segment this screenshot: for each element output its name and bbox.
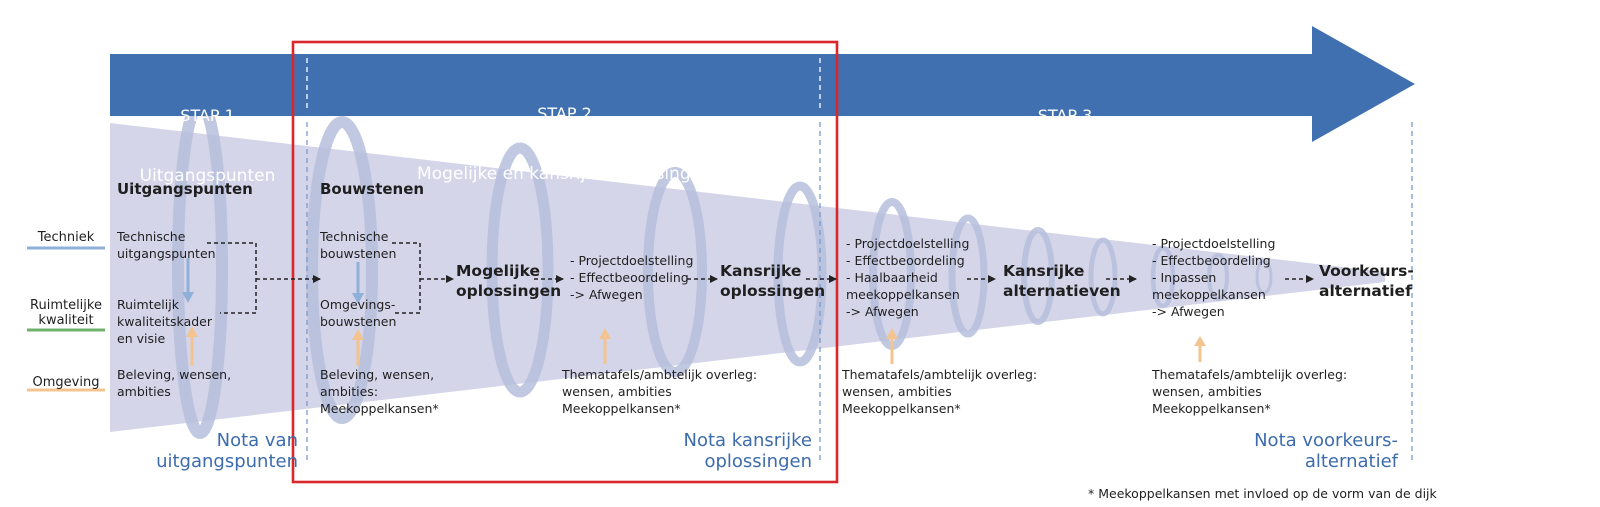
stap3-title: STAP 3 (1037, 106, 1093, 125)
nota-voorkeursalternatief: Nota voorkeurs- alternatief (1254, 430, 1398, 472)
stap2-omgevings: Omgevings- bouwstenen (320, 297, 397, 329)
stap1-beleving: Beleving, wensen, ambities (117, 367, 232, 399)
kansrijke-oplossingen: Kansrijke oplossingen (720, 262, 826, 300)
stap3-process1: - Projectdoelstelling - Effectbeoordeling - Haalbaarheid meekoppelkansen -> Afwegen (846, 236, 970, 319)
footnote: * Meekoppelkansen met invloed op de vorm van de dijk (1088, 486, 1437, 501)
side-label-omgeving: Omgeving (32, 375, 100, 390)
stap1-technische: Technische uitgangspunten (117, 229, 216, 261)
stap2-technische: Technische bouwstenen (320, 229, 397, 261)
stap2-thematafels: Thematafels/ambtelijk overleg: wensen, ambities Meekoppelkansen* (562, 367, 758, 416)
stap3-thematafels1: Thematafels/ambtelijk overleg: wensen, ambities Meekoppelkansen* (842, 367, 1038, 416)
mogelijke-oplossingen: Mogelijke oplossingen (456, 262, 562, 300)
stap1-heading: Uitgangspunten (117, 180, 253, 198)
kansrijke-alternatieven: Kansrijke alternatieven (1003, 262, 1121, 300)
stap2-subtitle: Mogelijke en kansrijke oplossingen (417, 164, 712, 184)
side-label-techniek: Techniek (37, 230, 95, 245)
stap1-title: STAP 1 (180, 106, 235, 125)
stap1-subtitle: Uitgangspunten (139, 166, 276, 186)
side-label-ruimtelijk: Ruimtelijke kwaliteit (30, 298, 102, 328)
voorkeursalternatief: Voorkeurs- alternatief (1319, 262, 1414, 300)
stap3-subtitle: Kansrijke alternatieven en voorkeursalternatief (865, 166, 1265, 186)
stap1-ruimtelijk: Ruimtelijk kwaliteitskader en visie (117, 297, 212, 346)
nota-kansrijke-oplossingen: Nota kansrijke oplossingen (683, 430, 812, 472)
stap2-beleving: Beleving, wensen, ambities: Meekoppelkansen* (320, 367, 439, 416)
stap2-process: - Projectdoelstelling - Effectbeoordeling -> Afwegen (570, 253, 694, 302)
stap2-title: STAP 2 (537, 104, 592, 123)
stap3-thematafels2: Thematafels/ambtelijk overleg: wensen, ambities Meekoppelkansen* (1152, 367, 1348, 416)
stap3-process2: - Projectdoelstelling - Effectbeoordeling - Inpassen meekoppelkansen -> Afwegen (1152, 236, 1276, 319)
stap2-heading: Bouwstenen (320, 180, 425, 198)
nota-uitgangspunten: Nota van uitgangspunten (156, 430, 298, 472)
stap3-header (825, 66, 1305, 206)
